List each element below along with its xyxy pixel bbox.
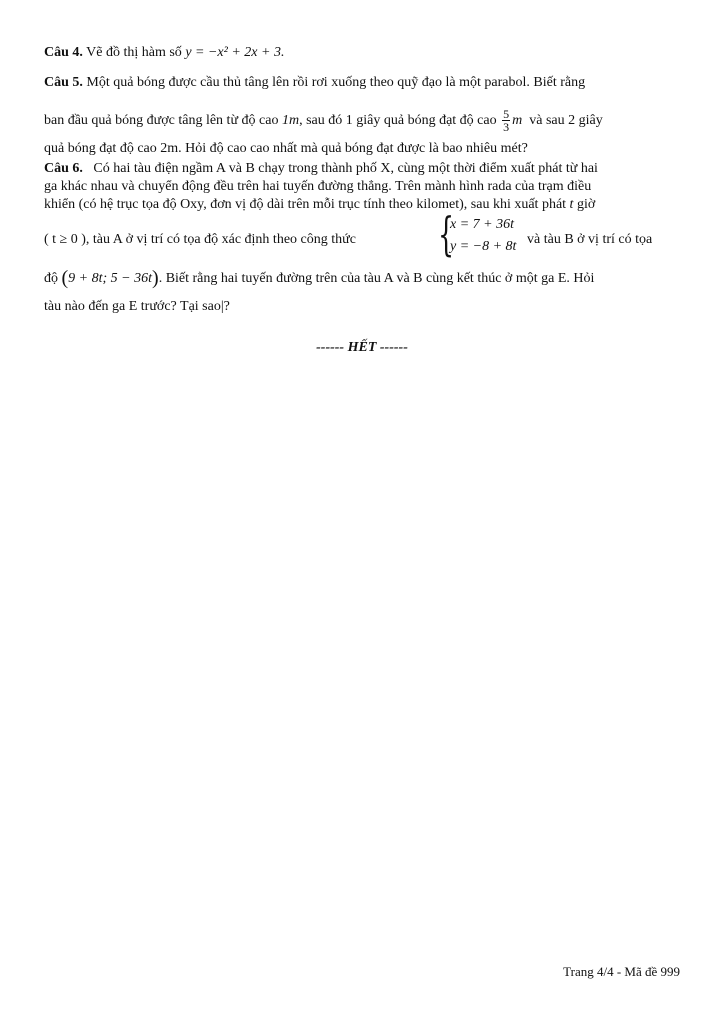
question-5-fraction [502, 108, 510, 133]
question-5-text-2c: , sau đó 1 giây quả bóng đạt độ cao [299, 113, 497, 128]
question-6-label: Câu 6. [44, 161, 83, 176]
question-5-text-2a: ban đầu quả bóng được tâng lên từ độ cao [44, 113, 279, 128]
question-6-text-5a: độ [44, 271, 58, 286]
variable-t: t [569, 197, 574, 212]
fraction-numerator: 5 [503, 107, 510, 122]
paren-open: ( [61, 267, 69, 289]
train-b-coordinate: 9 + 8t; 5 − 36t [68, 271, 153, 286]
question-6-text-1: Có hai tàu điện ngầm A và B chạy trong thành phố X, cùng một thời điểm xuất phát từ hai [93, 161, 598, 176]
question-5-line-2 [44, 104, 682, 138]
page-footer: Trang 4/4 - Mã đề 999 [563, 964, 680, 979]
equation-system [438, 207, 538, 261]
question-6-text-2: ga khác nhau và chuyển động đều trên hai tuyến đường thẳng. Trên mành hình rada của trạm điều [44, 179, 592, 194]
question-4-formula: y = −x² + 2x + 3. [185, 45, 285, 60]
equation-x: x = 7 + 36t [450, 217, 514, 232]
question-6-line-3 [44, 196, 682, 214]
question-6-text-3a: khiển (có hệ trục tọa độ Oxy, đơn vị độ dài trên mỗi trục tính theo kilomet), sau khi xuất phát [44, 197, 567, 212]
equation-y: y = −8 + 8t [450, 239, 517, 254]
brace-icon: { [438, 207, 455, 261]
question-6-text-3b: giờ [576, 197, 596, 212]
question-4-label: Câu 4. [44, 45, 83, 60]
question-5-text-2d: và sau 2 giây [529, 113, 603, 128]
question-6-text-4b: và tàu B ở vị trí có tọa [527, 232, 653, 247]
question-6-text-6: tàu nào đến ga E trước? Tại sao|? [44, 299, 230, 314]
question-6-line-5 [44, 269, 682, 288]
question-5-label: Câu 5. [44, 75, 83, 90]
question-6-line-4b [527, 231, 687, 249]
question-4 [44, 44, 682, 62]
question-5-text-3: quả bóng đạt độ cao 2m. Hỏi độ cao cao nhất mà quả bóng đạt được là bao nhiêu mét? [44, 141, 528, 156]
question-6-text-5b: . Biết rằng hai tuyến đường trên của tàu A và B cùng kết thúc ở một ga E. Hỏi [158, 271, 595, 286]
question-5-text-1: Một quả bóng được cầu thủ tâng lên rồi rơi xuống theo quỹ đạo là một parabol. Biết rằng [86, 75, 586, 90]
question-5-line-1 [44, 74, 682, 92]
unit-m: m [512, 113, 523, 128]
question-4-text: Vẽ đồ thị hàm số [86, 45, 182, 60]
question-6-line-6 [44, 298, 682, 316]
question-6-text-4a: ( t ≥ 0 ), tàu A ở vị trí có tọa độ xác định theo công thức [44, 232, 356, 247]
end-mark: ------ HẾT ------ [316, 340, 408, 355]
question-6-line-1 [44, 160, 682, 178]
question-5-line-3 [44, 140, 682, 158]
paren-close: ) [152, 267, 159, 289]
question-6-line-2 [44, 178, 682, 196]
question-5-height-1: 1m [281, 113, 300, 128]
fraction-denominator: 3 [503, 120, 510, 135]
